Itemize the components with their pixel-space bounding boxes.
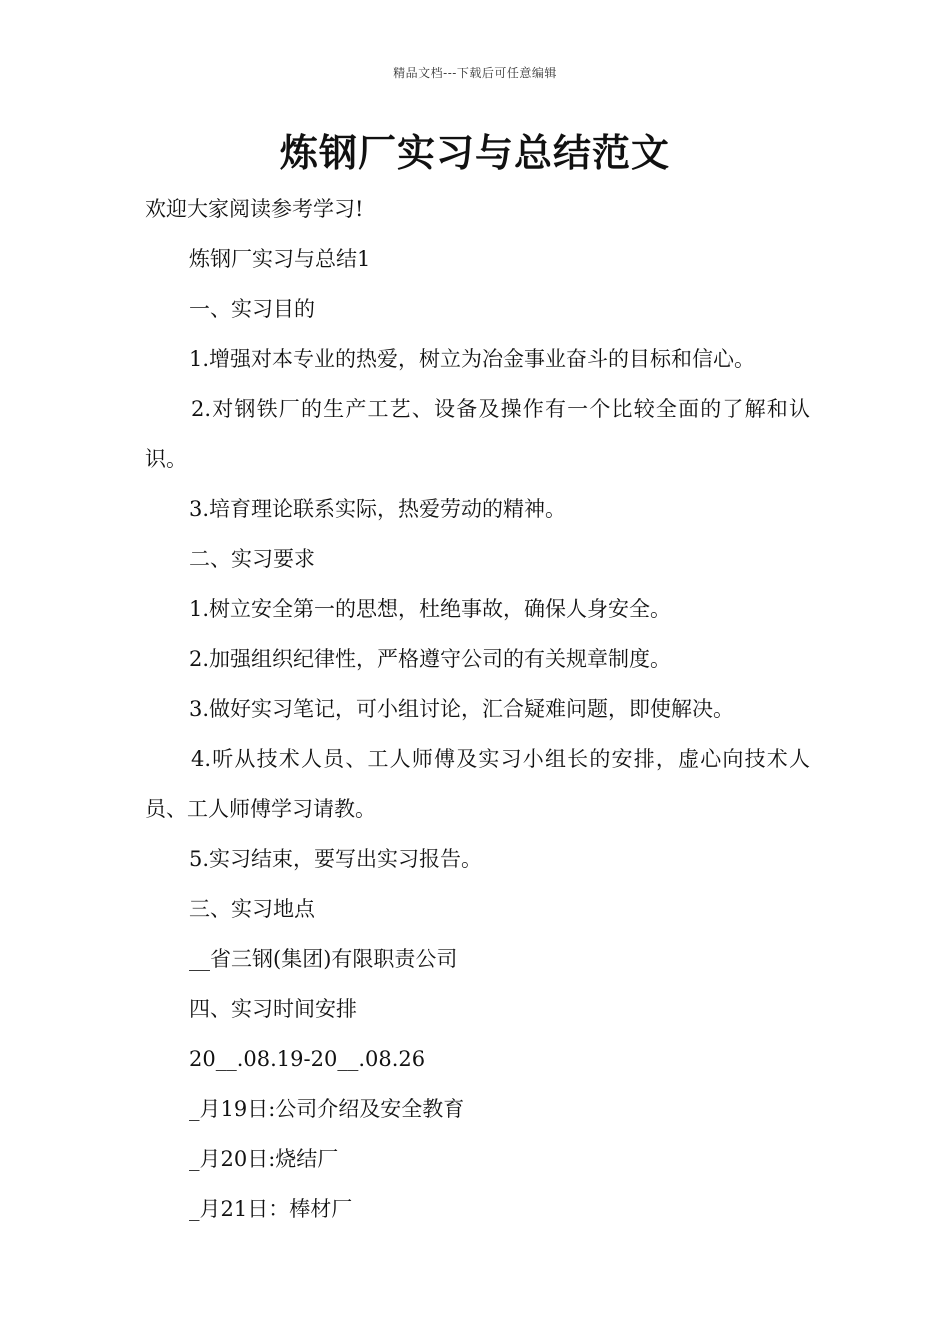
- location-text: __省三钢(集团)有限职责公司: [189, 947, 458, 971]
- purpose-item-1: 1.增强对本专业的热爱，树立为冶金事业奋斗的目标和信心。: [189, 347, 756, 371]
- schedule-range: 20__.08.19-20__.08.26: [189, 1047, 426, 1071]
- purpose-item-2: 2.对钢铁厂的生产工艺、设备及操作有一个比较全面的了解和认识。: [145, 397, 810, 471]
- purpose-item-3: 3.培育理论联系实际，热爱劳动的精神。: [189, 497, 567, 521]
- heading-purpose: 一、实习目的: [189, 297, 315, 321]
- document-title: 炼钢厂实习与总结范文: [279, 131, 670, 175]
- section-heading: 炼钢厂实习与总结1: [189, 247, 371, 271]
- requirement-item-3: 3.做好实习笔记，可小组讨论，汇合疑难问题，即使解决。: [189, 697, 735, 721]
- header-note: 精品文档---下载后可任意编辑: [393, 66, 557, 80]
- requirement-item-2: 2.加强组织纪律性，严格遵守公司的有关规章制度。: [189, 647, 672, 671]
- document-body: [145, 184, 810, 1234]
- intro-line: 欢迎大家阅读参考学习!: [145, 197, 364, 221]
- heading-schedule: 四、实习时间安排: [189, 997, 357, 1021]
- heading-requirements: 二、实习要求: [189, 547, 315, 571]
- schedule-day-21: _月21日：棒材厂: [189, 1197, 353, 1221]
- schedule-day-19: _月19日:公司介绍及安全教育: [189, 1097, 465, 1121]
- requirement-item-4: 4.听从技术人员、工人师傅及实习小组长的安排，虚心向技术人员、工人师傅学习请教。: [145, 747, 810, 821]
- requirement-item-5: 5.实习结束，要写出实习报告。: [189, 847, 483, 871]
- heading-location: 三、实习地点: [189, 897, 315, 921]
- schedule-day-20: _月20日:烧结厂: [189, 1147, 339, 1171]
- requirement-item-1: 1.树立安全第一的思想，杜绝事故，确保人身安全。: [189, 597, 672, 621]
